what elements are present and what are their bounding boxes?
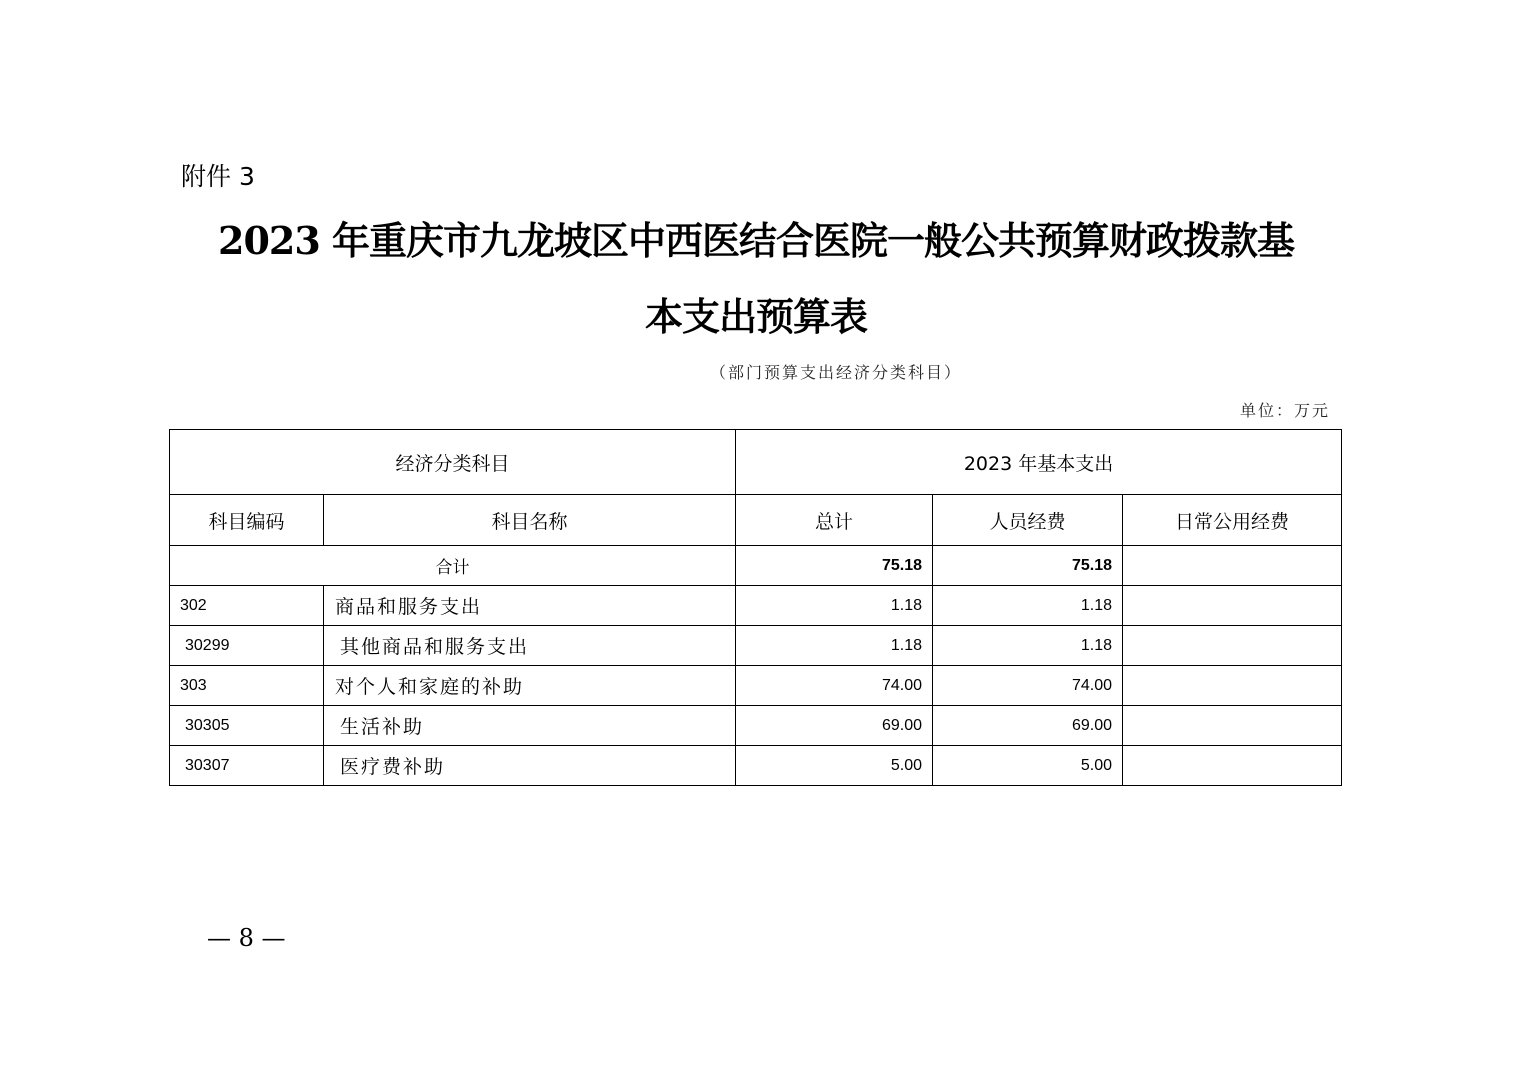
row-code: 30307 [170,746,324,786]
table-row [170,746,1342,786]
header-name: 科目名称 [324,495,736,546]
row-name: 生活补助 [324,706,736,746]
row-total: 69.00 [736,706,933,746]
table-row [170,586,1342,626]
header-code: 科目编码 [170,495,324,546]
total-total: 75.18 [736,546,933,586]
row-personnel: 5.00 [933,746,1123,786]
row-personnel: 69.00 [933,706,1123,746]
row-total: 5.00 [736,746,933,786]
attachment-label: 附件 3 [181,162,255,191]
total-public [1123,546,1342,586]
row-public [1123,666,1342,706]
document-subtitle: （部门预算支出经济分类科目） [710,363,963,382]
page-number: — 8 — [207,924,286,952]
header-economic-category: 经济分类科目 [170,430,736,495]
row-total: 1.18 [736,626,933,666]
unit-label: 单位：万元 [1239,401,1330,420]
row-personnel: 1.18 [933,626,1123,666]
row-personnel: 1.18 [933,586,1123,626]
row-code: 302 [170,586,324,626]
row-name: 商品和服务支出 [324,586,736,626]
row-code: 303 [170,666,324,706]
row-public [1123,746,1342,786]
row-code: 30305 [170,706,324,746]
row-public [1123,626,1342,666]
header-basic-expenditure: 2023 年基本支出 [736,430,1342,495]
row-total: 1.18 [736,586,933,626]
header-total: 总计 [736,495,933,546]
document-title-line2: 本支出预算表 [644,294,867,339]
row-public [1123,586,1342,626]
header-row-2 [170,495,1342,546]
header-personnel: 人员经费 [933,495,1123,546]
budget-table [169,429,1342,786]
total-label: 合计 [170,546,736,586]
header-row-1 [170,430,1342,495]
table-row [170,706,1342,746]
row-public [1123,706,1342,746]
total-row [170,546,1342,586]
row-total: 74.00 [736,666,933,706]
row-name: 对个人和家庭的补助 [324,666,736,706]
row-personnel: 74.00 [933,666,1123,706]
row-code: 30299 [170,626,324,666]
row-name: 医疗费补助 [324,746,736,786]
header-public: 日常公用经费 [1123,495,1342,546]
total-personnel: 75.18 [933,546,1123,586]
table-row [170,666,1342,706]
row-name: 其他商品和服务支出 [324,626,736,666]
table-row [170,626,1342,666]
document-title-line1: 2023 年重庆市九龙坡区中西医结合医院一般公共预算财政拨款基 [218,218,1294,263]
